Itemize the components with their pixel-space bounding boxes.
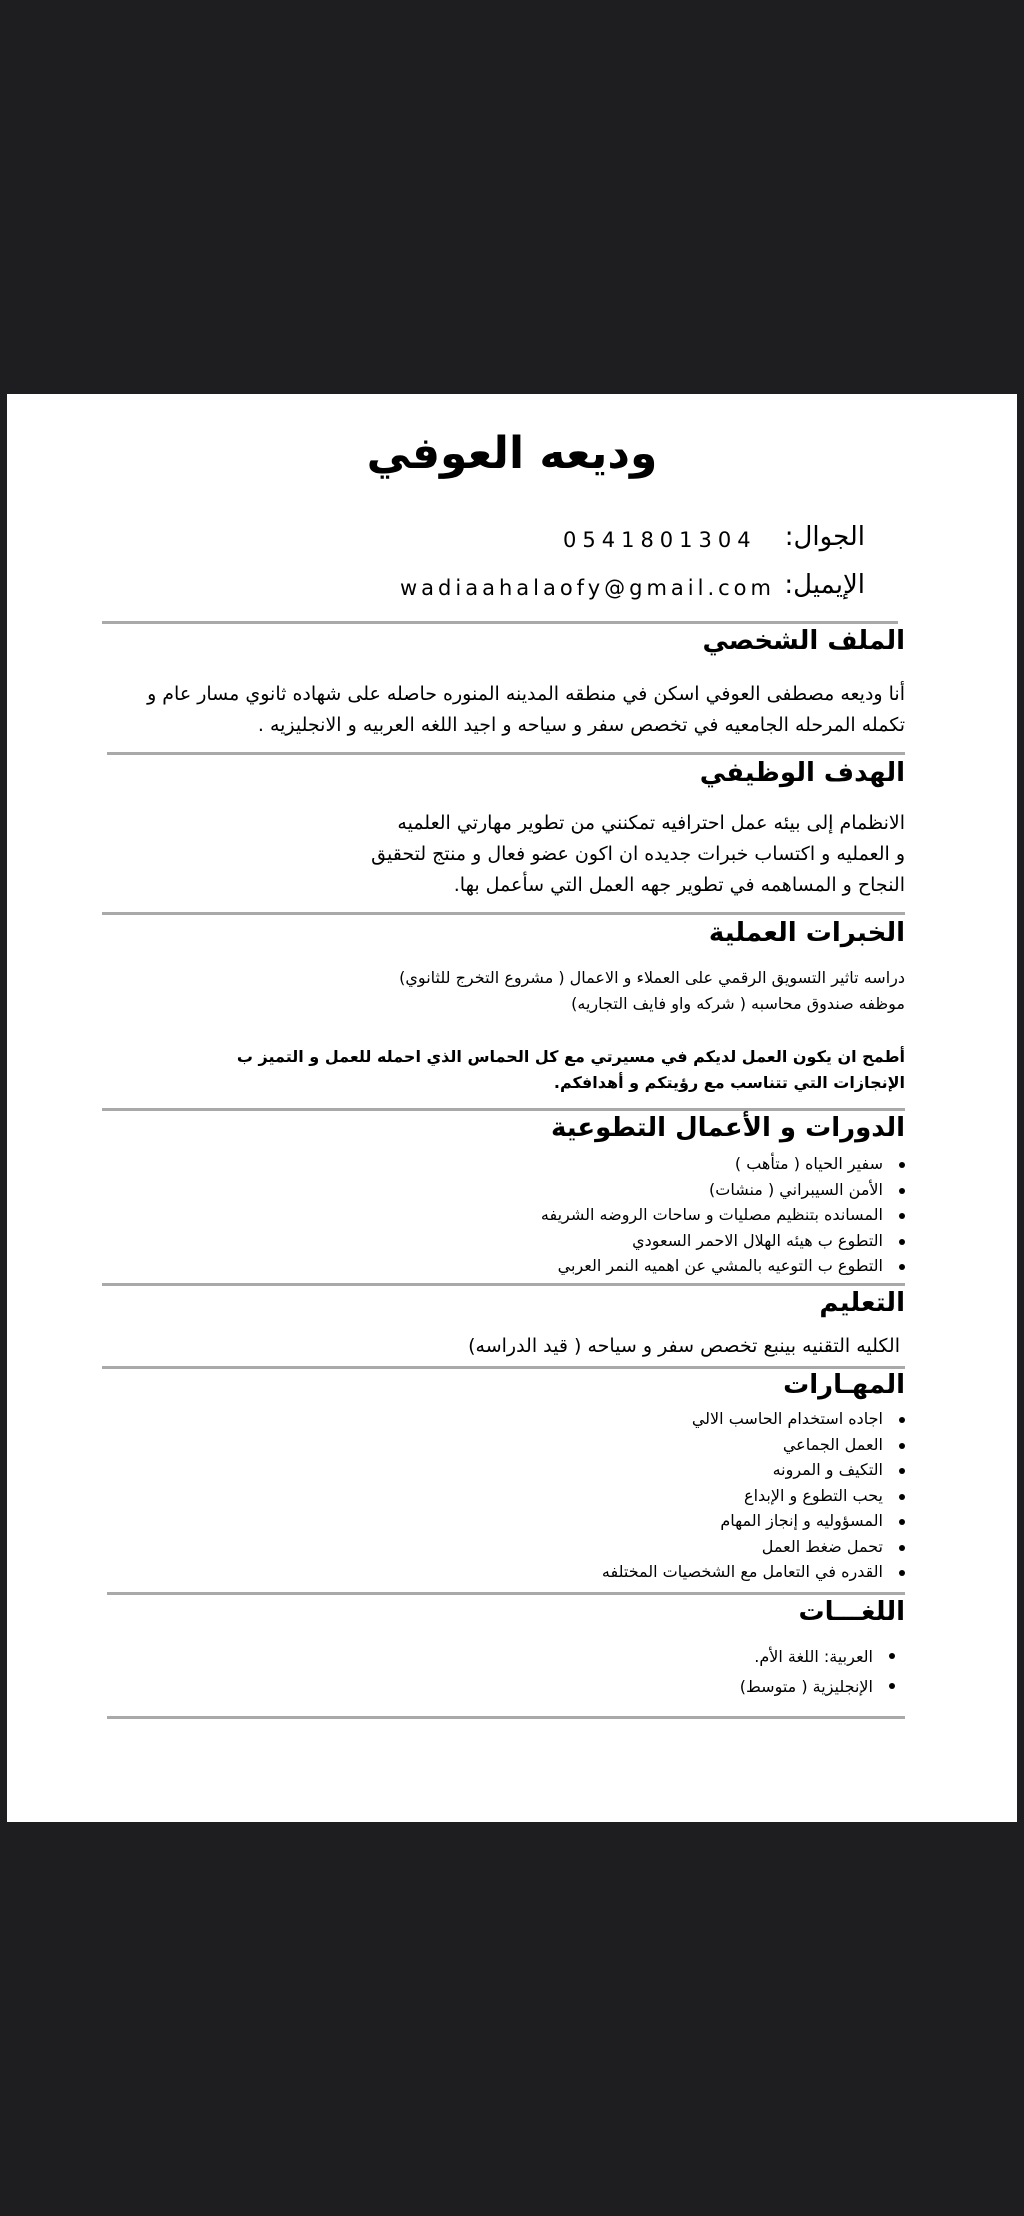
list-item: التطوع ب التوعيه بالمشي عن اهميه النمر العربي — [145, 1253, 905, 1279]
list-item: تحمل ضغط العمل — [145, 1534, 905, 1560]
resume-name: وديعه العوفي — [366, 428, 658, 479]
divider — [107, 1716, 905, 1719]
resume-page — [7, 394, 1017, 1822]
divider — [102, 1366, 905, 1369]
list-item: العمل الجماعي — [145, 1432, 905, 1458]
list-item: الأمن السيبراني ( منشات) — [145, 1177, 905, 1203]
statement-line: الإنجازات التي تتناسب مع رؤيتكم و أهدافكم. — [553, 1073, 905, 1092]
courses-title: الدورات و الأعمال التطوعية — [550, 1113, 905, 1143]
phone-label: الجوال: — [784, 522, 865, 552]
education-text: الكليه التقنيه بينبع تخصص سفر و سياحه ( قيد الدراسه) — [468, 1335, 900, 1357]
objective-line: النجاح و المساهمه في تطوير جهه العمل التي سأعمل بها. — [453, 874, 905, 896]
experience-statement — [145, 1044, 905, 1096]
list-item: سفير الحياه ( متأهب ) — [145, 1151, 905, 1177]
objective-title: الهدف الوظيفي — [699, 758, 905, 788]
experience-title: الخبرات العملية — [708, 918, 905, 948]
statement-line: أطمح ان يكون العمل لديكم في مسيرتي مع كل الحماس الذي احمله للعمل و التميز ب — [236, 1047, 905, 1066]
objective-text — [205, 808, 905, 901]
experience-list — [145, 965, 905, 1017]
languages-title: اللغـــات — [798, 1597, 905, 1627]
list-item: المسانده بتنظيم مصليات و ساحات الروضه الشريفه — [145, 1202, 905, 1228]
divider — [107, 1592, 905, 1595]
objective-line: الانظمام إلى بيئه عمل احترافيه تمكنني من تطوير مهارتي العلميه — [397, 812, 905, 834]
list-item: يحب التطوع و الإبداع — [145, 1483, 905, 1509]
divider — [102, 1283, 905, 1286]
list-item: اجاده استخدام الحاسب الالي — [145, 1406, 905, 1432]
education-title: التعليم — [819, 1288, 905, 1318]
divider — [102, 1108, 905, 1111]
profile-title: الملف الشخصي — [702, 626, 905, 656]
list-item: التطوع ب هيئه الهلال الاحمر السعودي — [145, 1228, 905, 1254]
phone-value: 0541801304 — [563, 528, 757, 552]
courses-list — [145, 1151, 905, 1279]
profile-text: أنا وديعه مصطفى العوفي اسكن في منطقه المدينه المنوره حاصله على شهاده ثانوي مسار عام و تكمله المرحله الجامعيه في تخصص سفر و سياحه و اجيد اللغه العربيه و الانجليزيه . — [147, 683, 905, 736]
list-item: القدره في التعامل مع الشخصيات المختلفه — [145, 1559, 905, 1585]
experience-item: موظفه صندوق محاسبه ( شركه واو فايف التجاريه) — [571, 994, 905, 1013]
email-label: الإيميل: — [784, 570, 865, 600]
list-item: الإنجليزية ( متوسط) — [295, 1672, 895, 1702]
divider — [102, 912, 905, 915]
divider — [107, 752, 905, 755]
objective-line: و العمليه و اكتساب خبرات جديده ان اكون عضو فعال و منتج لتحقيق — [371, 843, 905, 865]
skills-list — [145, 1406, 905, 1585]
divider — [102, 621, 898, 624]
languages-list — [295, 1642, 895, 1702]
email-value[interactable]: wadiaahalaofy@gmail.com — [400, 576, 775, 600]
list-item: العربية: اللغة الأم. — [295, 1642, 895, 1672]
list-item: المسؤوليه و إنجاز المهام — [145, 1508, 905, 1534]
skills-title: المهـارات — [783, 1370, 905, 1400]
list-item: التكيف و المرونه — [145, 1457, 905, 1483]
experience-item: دراسه تاثير التسويق الرقمي على العملاء و الاعمال ( مشروع التخرج للثانوي) — [399, 968, 905, 987]
